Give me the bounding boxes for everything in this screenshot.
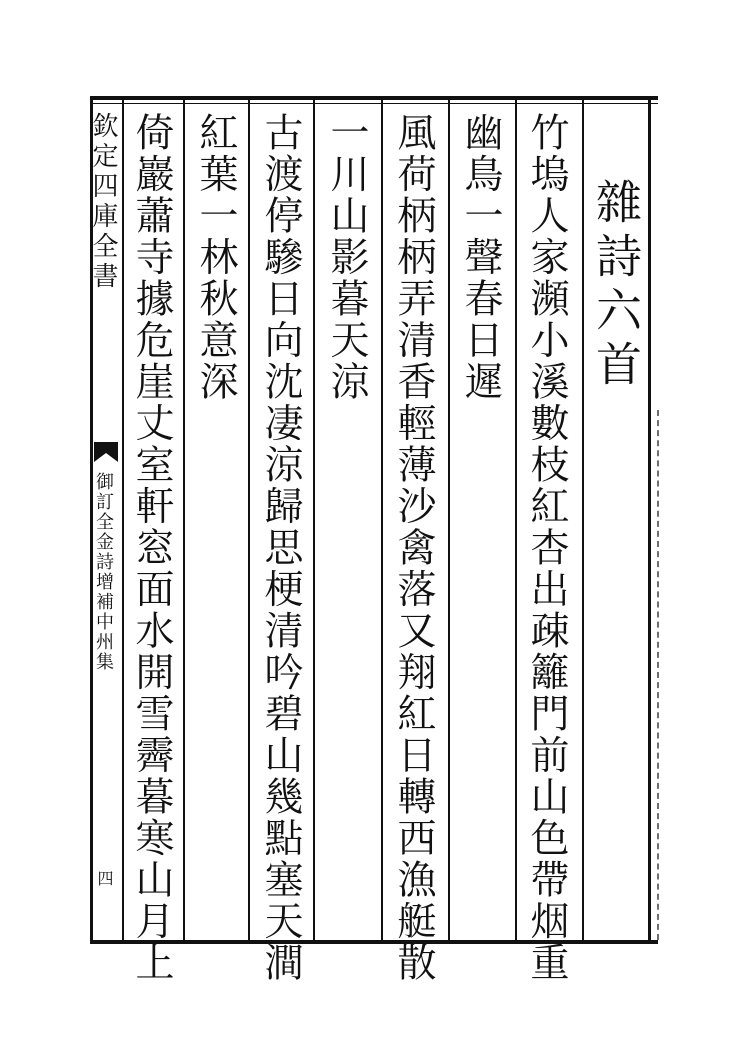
banxin-page-number: 四 bbox=[95, 870, 114, 886]
column-divider bbox=[381, 100, 383, 940]
text-column-2: 幽鳥一聲春日遲 bbox=[458, 112, 503, 403]
text-column-3: 風荷柄柄弄清香輕薄沙禽落又翔紅日轉西漁艇散 bbox=[391, 112, 436, 984]
frame-top-line-thin bbox=[92, 103, 658, 104]
column-divider bbox=[248, 100, 250, 940]
banxin-collection-title: 欽定四庫全書 bbox=[88, 112, 118, 292]
text-column-1: 竹塢人家瀕小溪數枝紅杏出疎籬門前山色帶烟重 bbox=[524, 112, 569, 984]
column-divider bbox=[183, 100, 185, 940]
frame-top-line bbox=[92, 96, 658, 100]
page-edge-ornament bbox=[657, 410, 665, 940]
text-column-5: 古渡停驂日向沈凄涼歸思梗清吟碧山幾點塞天澗 bbox=[258, 112, 303, 984]
column-divider bbox=[582, 100, 584, 940]
column-divider bbox=[122, 100, 124, 940]
column-divider bbox=[313, 100, 315, 940]
column-divider bbox=[515, 100, 517, 940]
frame-right-line bbox=[648, 96, 651, 944]
text-column-4: 一川山影暮天涼 bbox=[324, 112, 369, 403]
text-column-6: 紅葉一林秋意深 bbox=[193, 112, 238, 403]
column-divider bbox=[448, 100, 450, 940]
text-column-7: 倚巖蕭寺據危崖丈室軒窓面水開雪霽暮寒山月上 bbox=[129, 112, 174, 984]
fishtail-mark bbox=[94, 442, 118, 462]
banxin-book-title: 御訂全金詩增補中州集 bbox=[93, 472, 114, 672]
poem-title: 雜詩六首 bbox=[589, 178, 643, 394]
banxin-strip bbox=[90, 100, 122, 940]
frame-bottom-line bbox=[92, 940, 658, 944]
